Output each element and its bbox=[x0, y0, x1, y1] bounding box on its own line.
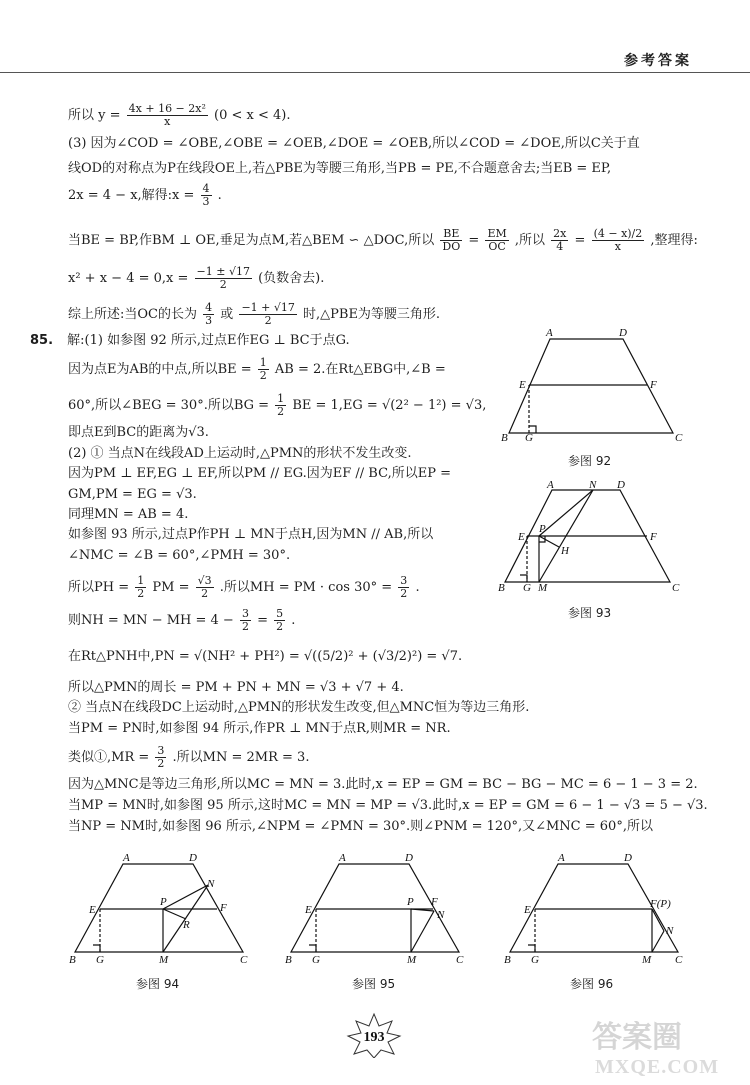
label-B: B bbox=[285, 954, 292, 966]
fraction-numerator: 1 bbox=[277, 392, 285, 405]
fraction-numerator: 4 bbox=[202, 182, 210, 195]
text-segment: 所以 y = bbox=[68, 108, 121, 123]
fraction bbox=[440, 228, 462, 253]
right-angle-mark bbox=[520, 575, 527, 582]
label-D: D bbox=[619, 327, 627, 339]
text-segment: 解:(1) 如参图 92 所示,过点E作EG ⊥ BC于点G. bbox=[67, 333, 350, 348]
header-divider bbox=[0, 72, 750, 73]
text-line-85t: 当NP = NM时,如参图 96 所示,∠NPM = ∠PMN = 30°.则∠PNM = 120°,又∠MNC = 60°,所以 bbox=[68, 819, 653, 834]
label-A: A bbox=[547, 479, 554, 491]
label-N: N bbox=[589, 479, 597, 491]
text-line-85e: (2) ① 当点N在线段AD上运动时,△PMN的形状不发生改变. bbox=[68, 446, 412, 461]
label-C: C bbox=[240, 954, 248, 966]
fraction bbox=[275, 393, 286, 418]
label-C: C bbox=[672, 582, 680, 594]
label-C: C bbox=[675, 954, 683, 966]
fraction bbox=[127, 103, 208, 128]
text-segment: = bbox=[574, 233, 586, 248]
fraction-denominator: 4 bbox=[556, 240, 564, 253]
problem-85 bbox=[30, 332, 350, 350]
right-angle-mark bbox=[93, 945, 100, 952]
label-N: N bbox=[666, 925, 674, 937]
text-segment: .所以MN = 2MR = 3. bbox=[172, 750, 310, 765]
fraction bbox=[274, 608, 285, 633]
watermark-text: 答案圈 bbox=[592, 1021, 682, 1054]
label-F: F bbox=[650, 379, 657, 391]
fraction-numerator: −1 + √17 bbox=[241, 301, 295, 314]
label-N: N bbox=[207, 878, 215, 890]
star-icon bbox=[346, 1012, 402, 1058]
fraction-denominator: 3 bbox=[202, 195, 210, 208]
label-A: A bbox=[123, 852, 130, 864]
text-segment: . bbox=[415, 580, 420, 595]
label-H: H bbox=[561, 545, 569, 557]
figure-92 bbox=[495, 325, 690, 443]
fraction-denominator: OC bbox=[488, 240, 506, 253]
text-line-85l bbox=[68, 608, 295, 633]
label-M: M bbox=[407, 954, 417, 966]
text-segment: AB = 2.在Rt△EBG中,∠B = bbox=[274, 362, 446, 377]
label-B: B bbox=[504, 954, 511, 966]
label-E: E bbox=[89, 904, 96, 916]
label-G: G bbox=[531, 954, 539, 966]
label-D: D bbox=[624, 852, 632, 864]
text-line-85n: 所以△PMN的周长 = PM + PN + MN = √3 + √7 + 4. bbox=[68, 680, 404, 695]
problem-number: 85. bbox=[30, 333, 54, 348]
text-line-85d: 即点E到BC的距离为√3. bbox=[68, 425, 209, 440]
text-segment: BE = 1,EG = √(2² − 1²) = √3, bbox=[292, 398, 487, 413]
fraction bbox=[135, 575, 146, 600]
text-line-85q bbox=[68, 745, 309, 770]
label-A: A bbox=[339, 852, 346, 864]
segment-PN bbox=[652, 909, 664, 931]
label-F: F bbox=[431, 896, 438, 908]
text-segment: . bbox=[217, 188, 222, 203]
text-line-85h: 同理MN = AB = 4. bbox=[68, 507, 189, 522]
text-line-85p: 当PM = PN时,如参图 94 所示,作PR ⊥ MN于点R,则MR = NR. bbox=[68, 721, 451, 736]
text-segment: (0 < x < 4). bbox=[214, 108, 291, 123]
text-segment: 则NH = MN − MH = 4 − bbox=[68, 613, 234, 628]
right-angle-mark bbox=[309, 945, 316, 952]
fraction-denominator: DO bbox=[442, 240, 461, 253]
fraction-numerator: 1 bbox=[137, 574, 145, 587]
text-line-85r: 因为△MNC是等边三角形,所以MC = MN = 3.此时,x = EP = GM = BC − BG − MC = 6 − 1 − 3 = 2. bbox=[68, 777, 698, 792]
text-line-85m: 在Rt△PNH中,PN = √(NH² + PH²) = √((5/2)² + (√3/2)²) = √7. bbox=[68, 649, 463, 664]
text-segment: 60°,所以∠BEG = 30°.所以BG = bbox=[68, 398, 270, 413]
fraction-denominator: 2 bbox=[219, 278, 227, 291]
fraction-denominator: 2 bbox=[400, 587, 408, 600]
segment-MN bbox=[652, 931, 664, 952]
segment-PR bbox=[163, 909, 186, 919]
fraction bbox=[201, 183, 212, 208]
label-B: B bbox=[69, 954, 76, 966]
figure-92-caption: 参图 92 bbox=[568, 454, 612, 468]
text-line-85s: 当MP = MN时,如参图 95 所示,这时MC = MN = MP = √3.此时,x = EP = GM = 6 − 1 − √3 = 5 − √3. bbox=[68, 798, 708, 813]
text-line-85b bbox=[68, 357, 446, 382]
label-C: C bbox=[456, 954, 464, 966]
text-segment: (负数舍去). bbox=[258, 271, 325, 286]
segment-PN bbox=[163, 885, 208, 909]
figure-94 bbox=[65, 848, 255, 970]
trapezoid-outline bbox=[291, 864, 459, 952]
fraction-numerator: √3 bbox=[197, 574, 212, 587]
fraction-denominator: 2 bbox=[276, 620, 284, 633]
fraction-denominator: 2 bbox=[157, 757, 165, 770]
fraction-numerator: (4 − x)/2 bbox=[593, 227, 643, 240]
figure-95 bbox=[281, 848, 471, 970]
fraction bbox=[240, 608, 251, 633]
figure-93 bbox=[495, 478, 690, 596]
fraction-denominator: 2 bbox=[201, 587, 209, 600]
label-F: F bbox=[220, 902, 227, 914]
text-line-2: (3) 因为∠COD = ∠OBE,∠OBE = ∠OEB,∠DOE = ∠OEB,所以∠COD = ∠DOE,所以C关于直 bbox=[68, 136, 640, 151]
fraction-denominator: x bbox=[164, 115, 171, 128]
fraction bbox=[196, 575, 214, 600]
fraction bbox=[398, 575, 409, 600]
label-P: P bbox=[539, 523, 546, 535]
page-number: 193 bbox=[363, 1030, 385, 1045]
figure-96 bbox=[500, 848, 690, 970]
right-angle-mark bbox=[528, 945, 535, 952]
text-line-85g: GM,PM = EG = √3. bbox=[68, 487, 197, 502]
figure-96-caption: 参图 96 bbox=[570, 977, 614, 991]
label-F-P: F(P) bbox=[650, 898, 671, 910]
text-line-85j: ∠NMC = ∠B = 60°,∠PMH = 30°. bbox=[68, 548, 291, 563]
label-P: P bbox=[160, 896, 167, 908]
text-line-6 bbox=[68, 266, 324, 291]
text-segment: .所以MH = PM · cos 30° = bbox=[219, 580, 393, 595]
text-segment: = bbox=[257, 613, 269, 628]
label-M: M bbox=[538, 582, 548, 594]
text-line-85c bbox=[68, 393, 486, 418]
fraction-numerator: 3 bbox=[157, 744, 165, 757]
fraction-denominator: 2 bbox=[259, 369, 267, 382]
label-G: G bbox=[312, 954, 320, 966]
fraction-numerator: 5 bbox=[276, 607, 284, 620]
fraction bbox=[485, 228, 508, 253]
fraction bbox=[592, 228, 645, 253]
figure-93-caption: 参图 93 bbox=[568, 606, 612, 620]
label-M: M bbox=[159, 954, 169, 966]
text-segment: x² + x − 4 = 0,x = bbox=[68, 271, 189, 286]
text-line-4 bbox=[68, 183, 222, 208]
label-G: G bbox=[523, 582, 531, 594]
text-segment: 时,△PBE为等腰三角形. bbox=[303, 307, 441, 322]
text-line-7 bbox=[68, 302, 440, 327]
text-segment: 综上所述:当OC的长为 bbox=[68, 307, 197, 322]
page-number-badge bbox=[346, 1012, 402, 1058]
fraction-denominator: 2 bbox=[264, 314, 272, 327]
text-segment: . bbox=[291, 613, 296, 628]
text-line-1 bbox=[68, 103, 291, 128]
label-M: M bbox=[642, 954, 652, 966]
watermark-logo bbox=[587, 1009, 742, 1079]
fraction-numerator: EM bbox=[487, 227, 507, 240]
text-segment: 因为点E为AB的中点,所以BE = bbox=[68, 362, 252, 377]
label-E: E bbox=[519, 379, 526, 391]
label-G: G bbox=[96, 954, 104, 966]
fraction bbox=[155, 745, 166, 770]
trapezoid-outline bbox=[75, 864, 243, 952]
text-segment: 或 bbox=[220, 307, 234, 322]
text-segment: ,所以 bbox=[514, 233, 546, 248]
page-header-title: 参考答案 bbox=[624, 53, 692, 69]
fraction-numerator: BE bbox=[440, 228, 462, 241]
text-line-3: 线OD的对称点为P在线段OE上,若△PBE为等腰三角形,当PB = PE,不合题意舍去;当EB = EP, bbox=[68, 161, 612, 176]
fraction-denominator: x bbox=[614, 240, 622, 253]
label-F: F bbox=[650, 531, 657, 543]
fraction-numerator: 2x bbox=[553, 227, 567, 240]
text-line-85f: 因为PM ⊥ EF,EG ⊥ EF,所以PM // EG.因为EF // BC,所以EP = bbox=[68, 466, 451, 481]
fraction-numerator: 4x + 16 − 2x² bbox=[128, 102, 206, 115]
label-A: A bbox=[558, 852, 565, 864]
text-segment: = bbox=[468, 233, 480, 248]
segment-PN bbox=[539, 490, 593, 536]
label-D: D bbox=[405, 852, 413, 864]
label-B: B bbox=[498, 582, 505, 594]
fraction-numerator: 1 bbox=[259, 356, 267, 369]
watermark-url: MXQE.COM bbox=[595, 1056, 720, 1078]
fraction-denominator: 2 bbox=[241, 620, 249, 633]
label-R: R bbox=[183, 919, 190, 931]
segment-MN bbox=[411, 911, 434, 952]
text-segment: ,整理得: bbox=[650, 233, 698, 248]
fraction-numerator: 3 bbox=[241, 607, 249, 620]
label-D: D bbox=[617, 479, 625, 491]
label-E: E bbox=[524, 904, 531, 916]
trapezoid-outline bbox=[509, 339, 673, 433]
fraction bbox=[195, 266, 252, 291]
text-line-85o: ② 当点N在线段DC上运动时,△PMN的形状发生改变,但△MNC恒为等边三角形. bbox=[68, 700, 530, 715]
text-segment: 所以PH = bbox=[68, 580, 130, 595]
text-line-5 bbox=[68, 228, 698, 253]
label-N: N bbox=[437, 909, 445, 921]
label-G: G bbox=[525, 432, 533, 443]
text-segment: 类似①,MR = bbox=[68, 750, 150, 765]
fraction-numerator: 4 bbox=[205, 301, 213, 314]
label-B: B bbox=[501, 432, 508, 443]
figure-94-caption: 参图 94 bbox=[136, 977, 180, 991]
fraction-denominator: 2 bbox=[277, 405, 285, 418]
figure-95-caption: 参图 95 bbox=[352, 977, 396, 991]
label-A: A bbox=[546, 327, 553, 339]
fraction bbox=[551, 228, 568, 253]
label-E: E bbox=[518, 531, 525, 543]
fraction bbox=[239, 302, 296, 327]
fraction bbox=[258, 357, 269, 382]
fraction-numerator: −1 ± √17 bbox=[196, 265, 250, 278]
label-E: E bbox=[305, 904, 312, 916]
text-line-85k bbox=[68, 575, 420, 600]
fraction-numerator: 3 bbox=[400, 574, 408, 587]
text-segment: PM = bbox=[152, 580, 190, 595]
text-segment: 2x = 4 − x,解得:x = bbox=[68, 188, 195, 203]
fraction-denominator: 2 bbox=[137, 587, 145, 600]
label-D: D bbox=[189, 852, 197, 864]
text-segment: 当BE = BP,作BM ⊥ OE,垂足为点M,若△BEM ∽ △DOC,所以 bbox=[68, 233, 435, 248]
fraction bbox=[203, 302, 214, 327]
label-P: P bbox=[407, 896, 414, 908]
text-line-85i: 如参图 93 所示,过点P作PH ⊥ MN于点H,因为MN // AB,所以 bbox=[68, 527, 434, 542]
fraction-denominator: 3 bbox=[205, 314, 213, 327]
label-C: C bbox=[675, 432, 683, 443]
